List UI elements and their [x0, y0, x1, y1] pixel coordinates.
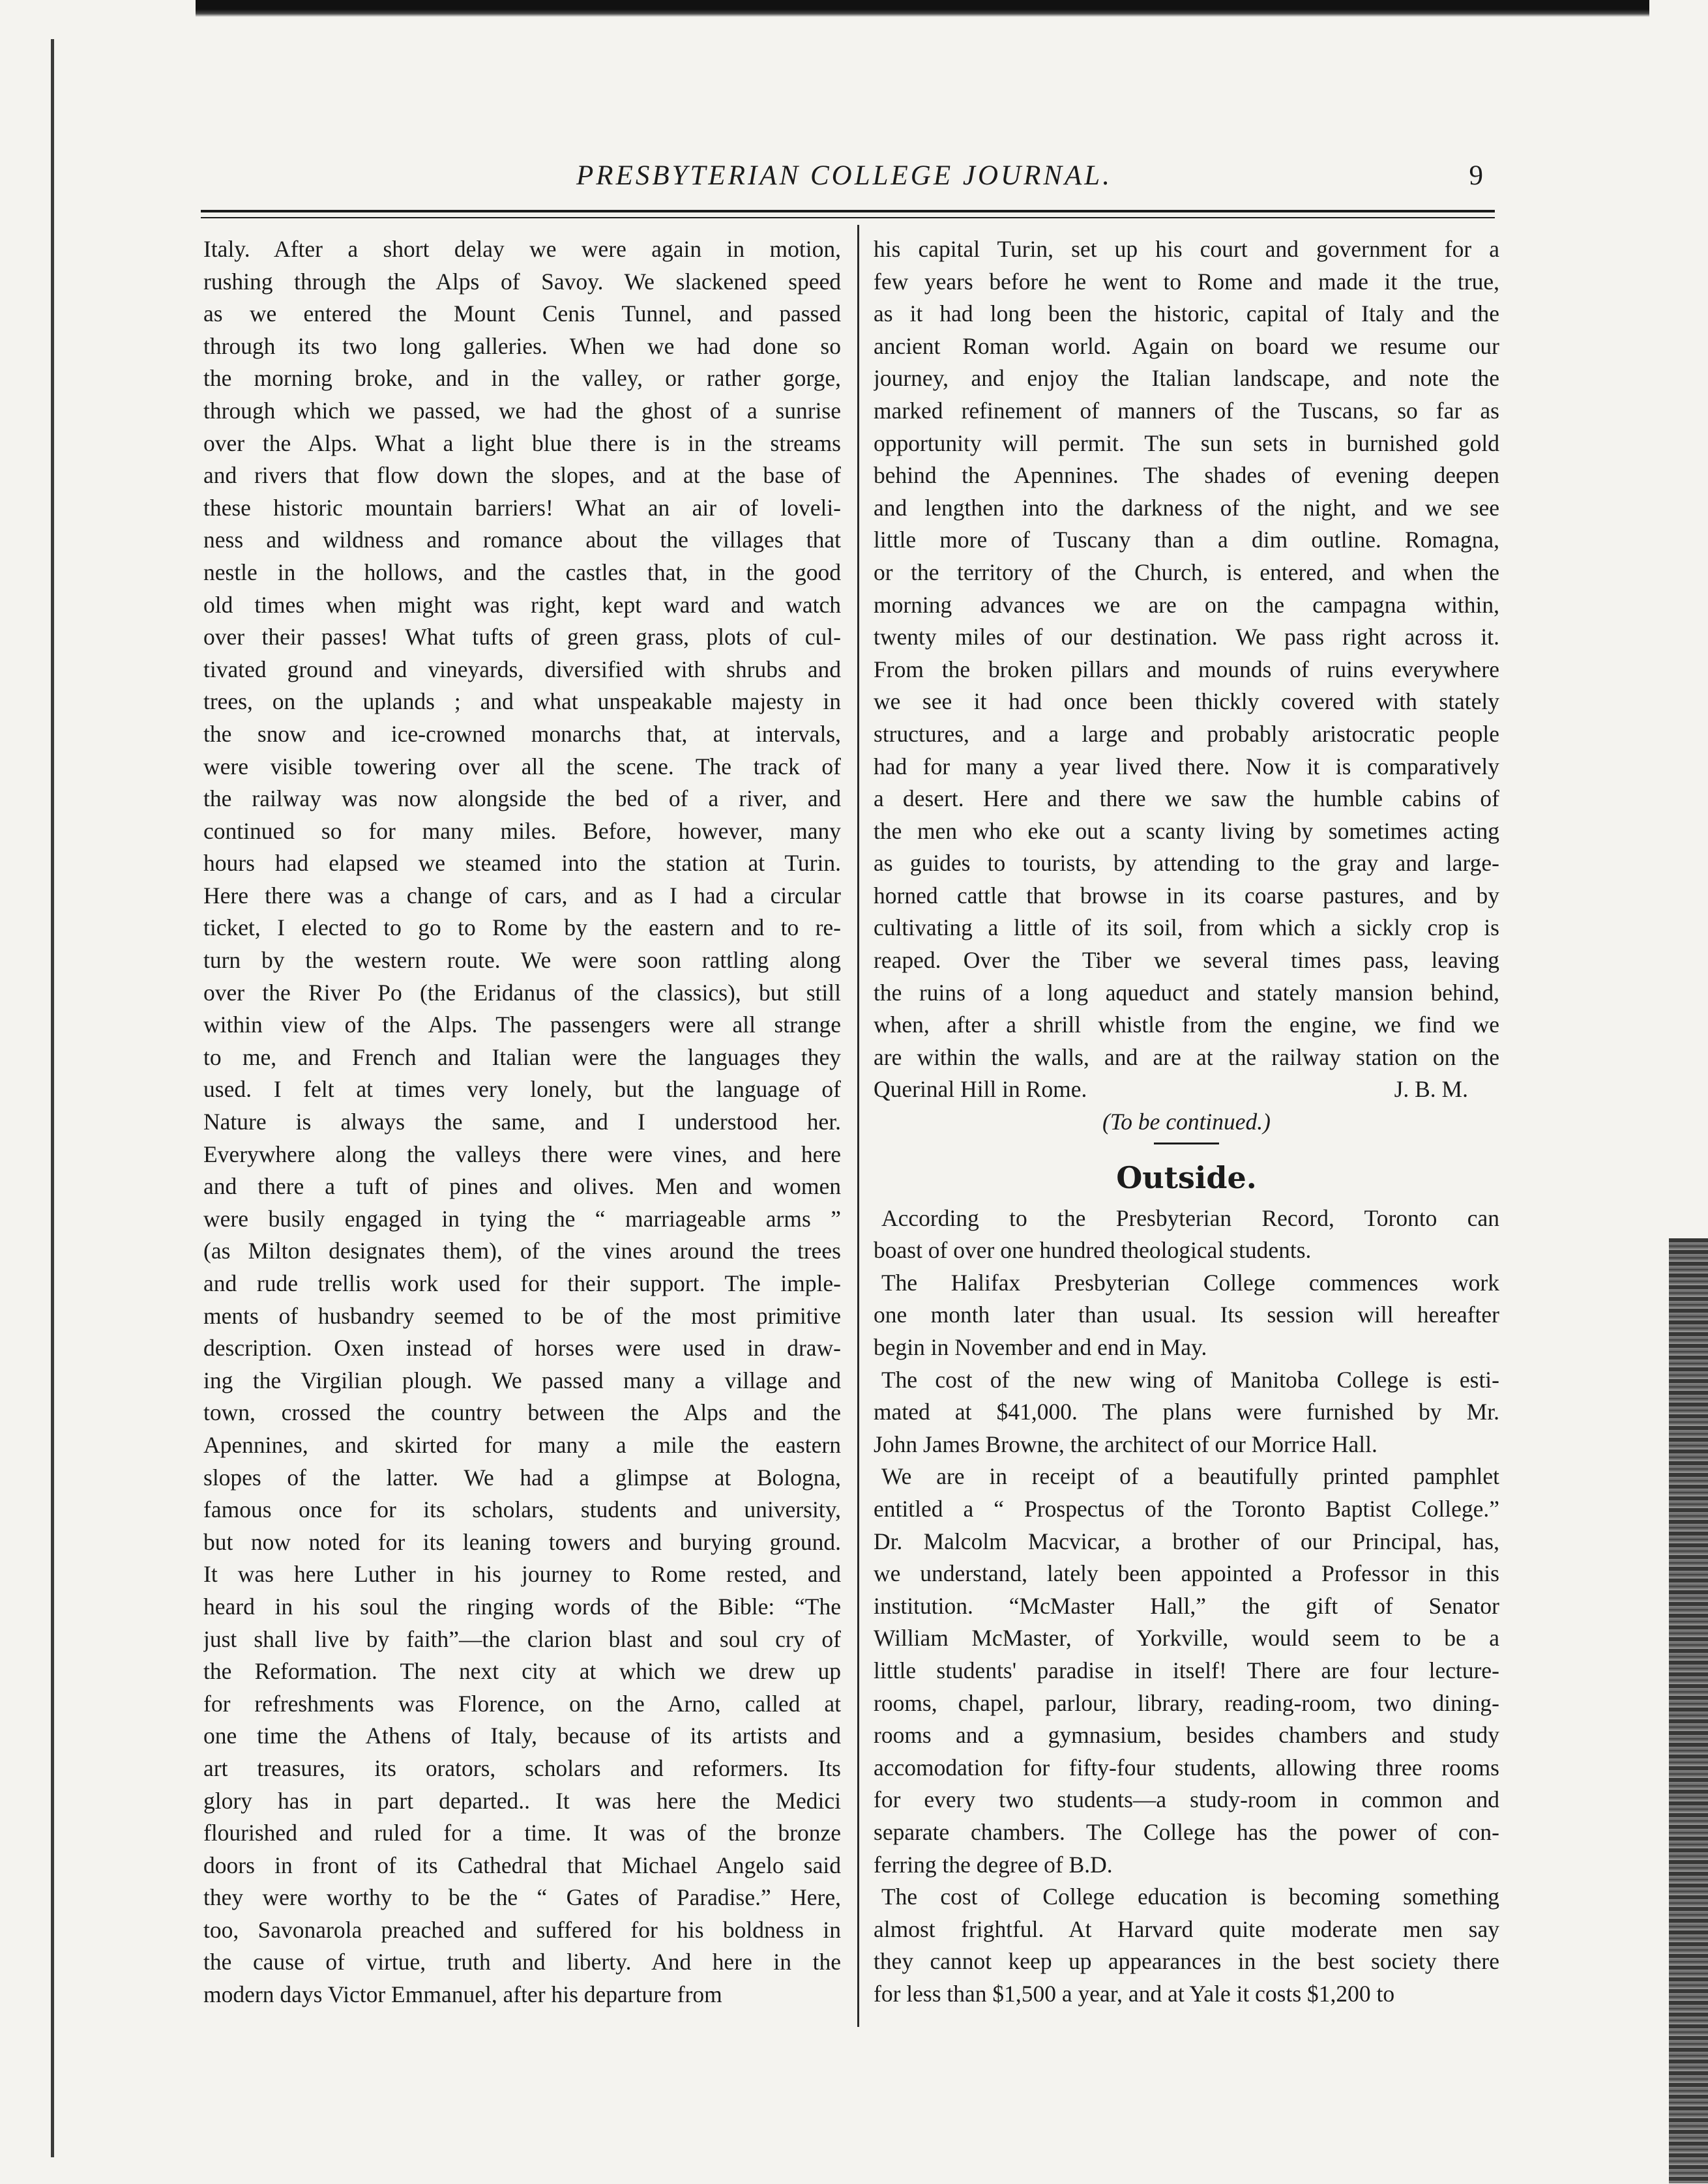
journal-title: PRESBYTERIAN COLLEGE JOURNAL.	[576, 160, 1112, 191]
text-line: begin in November and end in May.	[874, 1334, 1207, 1360]
article-continuation	[874, 233, 1499, 1073]
text-line: marked refinement of manners of the Tuscans, so far as	[874, 397, 1499, 424]
text-line: rooms and a gymnasium, besides chambers and study	[874, 1722, 1499, 1749]
text-line: ferring the degree of B.D.	[874, 1851, 1113, 1878]
text-line: a desert. Here and there we saw the humble cabins of	[874, 785, 1499, 812]
text-line: just shall live by faith”—the clarion blast and soul cry of	[203, 1625, 841, 1652]
text-line: had for many a year lived there. Now it is comparatively	[874, 753, 1499, 779]
text-line: were visible towering over all the scene. The track of	[203, 753, 841, 779]
text-line: ness and wildness and romance about the villages that	[203, 527, 841, 553]
text-line: separate chambers. The College has the power of con-	[874, 1818, 1499, 1845]
article-last-line-text: Querinal Hill in Rome.	[874, 1076, 1087, 1103]
text-line: description. Oxen instead of horses were used in draw-	[203, 1335, 841, 1361]
text-line: art treasures, its orators, scholars and reformers. Its	[203, 1754, 841, 1781]
text-line: and rivers that flow down the slopes, and at the base of	[203, 462, 841, 489]
text-line: (as Milton designates them), of the vines around the trees	[203, 1238, 841, 1264]
text-line: Everywhere along the valleys there were vines, and here	[203, 1141, 841, 1167]
text-line: Nature is always the same, and I understood her.	[203, 1109, 841, 1135]
text-line: rooms, chapel, parlour, library, reading-room, two dining-	[874, 1689, 1499, 1716]
text-line: almost frightful. At Harvard quite moderate men say	[874, 1915, 1499, 1942]
text-line: we see it had once been thickly covered with stately	[874, 688, 1499, 715]
text-line: twenty miles of our destination. We pass right across it.	[874, 624, 1499, 650]
text-line: but now noted for its leaning towers and burying ground.	[203, 1528, 841, 1555]
running-header	[196, 160, 1493, 205]
text-line: little more of Tuscany than a dim outline. Romagna,	[874, 527, 1499, 553]
text-line: William McMaster, of Yorkville, would seem to be a	[874, 1625, 1499, 1652]
text-line: flourished and ruled for a time. It was of the bronze	[203, 1820, 841, 1846]
text-line: slopes of the latter. We had a glimpse at Bologna,	[203, 1464, 841, 1491]
text-line: hours had elapsed we steamed into the station at Turin.	[203, 850, 841, 877]
text-line: We are in receipt of a beautifully printed pamphlet	[881, 1463, 1499, 1490]
text-line: these historic mountain barriers! What an air of loveli-	[203, 494, 841, 521]
section-rule	[874, 1139, 1499, 1153]
text-line: trees, on the uplands ; and what unspeakable majesty in	[203, 688, 841, 715]
text-line: within view of the Alps. The passengers were all strange	[203, 1012, 841, 1038]
text-line: and there a tuft of pines and olives. Men and women	[203, 1173, 841, 1200]
text-line: nestle in the hollows, and the castles that, in the good	[203, 559, 841, 585]
text-line: the ruins of a long aqueduct and stately mansion behind,	[874, 979, 1499, 1006]
text-line: over the River Po (the Eridanus of the classics), but still	[203, 979, 841, 1006]
text-line: horned cattle that browse in its coarse pastures, and by	[874, 882, 1499, 909]
text-line: the railway was now alongside the bed of a river, and	[203, 785, 841, 812]
text-line: Here there was a change of cars, and as I had a circular	[203, 882, 841, 909]
text-line: accomodation for fifty-four students, allowing three rooms	[874, 1754, 1499, 1781]
right-column	[874, 233, 1499, 2010]
column-divider	[857, 225, 859, 2027]
text-line: ticket, I elected to go to Rome by the eastern and to re-	[203, 914, 841, 941]
text-line: reaped. Over the Tiber we several times pass, leaving	[874, 947, 1499, 974]
text-line: entitled a “ Prospectus of the Toronto Baptist College.”	[874, 1495, 1499, 1522]
text-line: the snow and ice-crowned monarchs that, at intervals,	[203, 720, 841, 747]
text-line: used. I felt at times very lonely, but the language of	[203, 1076, 841, 1103]
text-line: over the Alps. What a light blue there is in the streams	[203, 430, 841, 456]
text-line: they were worthy to be the “ Gates of Paradise.” Here,	[203, 1884, 841, 1911]
text-line: the Reformation. The next city at which we drew up	[203, 1658, 841, 1685]
text-line: From the broken pillars and mounds of ruins everywhere	[874, 656, 1499, 682]
header-rule	[201, 210, 1495, 212]
text-line: opportunity will permit. The sun sets in burnished gold	[874, 430, 1499, 456]
text-line: tivated ground and vineyards, diversified with shrubs and	[203, 656, 841, 682]
text-line: for refreshments was Florence, on the Arno, called at	[203, 1690, 841, 1717]
text-line: as it had long been the historic, capital of Italy and the	[874, 300, 1499, 327]
text-line: cultivating a little of its soil, from which a sickly crop is	[874, 914, 1499, 941]
text-line: behind the Apennines. The shades of evening deepen	[874, 462, 1499, 489]
to-be-continued: (To be continued.)	[1102, 1109, 1271, 1135]
text-line: Italy. After a short delay we were again in motion,	[203, 236, 841, 262]
text-line: institution. “McMaster Hall,” the gift of Senator	[874, 1592, 1499, 1619]
text-line: ing the Virgilian plough. We passed many a village and	[203, 1367, 841, 1393]
text-line: to me, and French and Italian were the languages they	[203, 1043, 841, 1070]
text-line: rushing through the Alps of Savoy. We slackened speed	[203, 268, 841, 295]
scan-border-right	[1669, 1238, 1708, 2183]
text-line: heard in his soul the ringing words of the Bible: “The	[203, 1593, 841, 1620]
text-line: one month later than usual. Its session will hereafter	[874, 1302, 1499, 1328]
text-line: The cost of College education is becoming something	[881, 1884, 1499, 1910]
text-line: they cannot keep up appearances in the best society there	[874, 1948, 1499, 1975]
text-line: famous once for its scholars, students and university,	[203, 1496, 841, 1523]
text-line: boast of over one hundred theological students.	[874, 1237, 1312, 1264]
text-line: too, Savonarola preached and suffered for his boldness in	[203, 1916, 841, 1943]
text-line: the cause of virtue, truth and liberty. And here in the	[203, 1949, 841, 1975]
text-line: little students' paradise in itself! There are four lecture-	[874, 1657, 1499, 1683]
text-line: when, after a shrill whistle from the engine, we find we	[874, 1012, 1499, 1038]
text-line: Apennines, and skirted for many a mile the eastern	[203, 1431, 841, 1458]
text-line: structures, and a large and probably aristocratic people	[874, 720, 1499, 747]
section-heading-outside: Outside.	[1116, 1159, 1257, 1195]
scan-border-left	[51, 39, 54, 2157]
text-line: through which we passed, we had the ghost of a sunrise	[203, 397, 841, 424]
text-line: as we entered the Mount Cenis Tunnel, and passed	[203, 300, 841, 327]
text-line: we understand, lately been appointed a Professor in this	[874, 1560, 1499, 1587]
text-line: the men who eke out a scanty living by sometimes acting	[874, 817, 1499, 844]
author-signature: J. B. M.	[1394, 1076, 1468, 1103]
text-line: over their passes! What tufts of green grass, plots of cul-	[203, 624, 841, 650]
text-line: Dr. Malcolm Macvicar, a brother of our Principal, has,	[874, 1528, 1499, 1554]
text-line: as guides to tourists, by attending to the gray and large-	[874, 850, 1499, 877]
text-line: few years before he went to Rome and made it the true,	[874, 268, 1499, 295]
text-line: journey, and enjoy the Italian landscape, and note the	[874, 365, 1499, 392]
text-line: and rude trellis work used for their support. The imple-	[203, 1270, 841, 1296]
article-last-line	[874, 1073, 1499, 1106]
header-rule-thin	[201, 217, 1495, 218]
text-line: The Halifax Presbyterian College commences work	[881, 1269, 1499, 1296]
text-line: and lengthen into the darkness of the night, and we see	[874, 494, 1499, 521]
text-line: modern days Victor Emmanuel, after his departure from	[203, 1981, 722, 2008]
text-line: for every two students—a study-room in common and	[874, 1786, 1499, 1813]
text-line: doors in front of its Cathedral that Michael Angelo said	[203, 1852, 841, 1878]
text-line: his capital Turin, set up his court and government for a	[874, 236, 1499, 262]
text-line: for less than $1,500 a year, and at Yale it costs $1,200 to	[874, 1980, 1395, 2007]
text-line: old times when might was right, kept ward and watch	[203, 591, 841, 618]
text-line: glory has in part departed.. It was here the Medici	[203, 1787, 841, 1814]
text-line: town, crossed the country between the Alps and the	[203, 1399, 841, 1426]
text-line: one time the Athens of Italy, because of its artists and	[203, 1723, 841, 1749]
text-line: morning advances we are on the campagna within,	[874, 591, 1499, 618]
text-line: John James Browne, the architect of our Morrice Hall.	[874, 1431, 1377, 1457]
text-line: are within the walls, and are at the railway station on the	[874, 1043, 1499, 1070]
text-line: The cost of the new wing of Manitoba College is esti-	[881, 1366, 1499, 1393]
text-line: ancient Roman world. Again on board we resume our	[874, 332, 1499, 359]
left-column	[203, 233, 841, 2011]
text-line: the morning broke, and in the valley, or rather gorge,	[203, 365, 841, 392]
page-number: 9	[1469, 160, 1483, 191]
text-line: were busily engaged in tying the “ marriageable arms ”	[203, 1205, 841, 1232]
text-line: mated at $41,000. The plans were furnished by Mr.	[874, 1399, 1499, 1425]
text-line: According to the Presbyterian Record, Toronto can	[881, 1204, 1499, 1231]
text-line: continued so for many miles. Before, however, many	[203, 817, 841, 844]
text-line: or the territory of the Church, is entered, and when the	[874, 559, 1499, 585]
text-line: turn by the western route. We were soon rattling along	[203, 947, 841, 974]
scan-border-top	[196, 0, 1649, 17]
text-line: through its two long galleries. When we had done so	[203, 332, 841, 359]
outside-section-text	[874, 1202, 1499, 2011]
text-line: ments of husbandry seemed to be of the most primitive	[203, 1302, 841, 1329]
text-line: It was here Luther in his journey to Rome rested, and	[203, 1561, 841, 1588]
